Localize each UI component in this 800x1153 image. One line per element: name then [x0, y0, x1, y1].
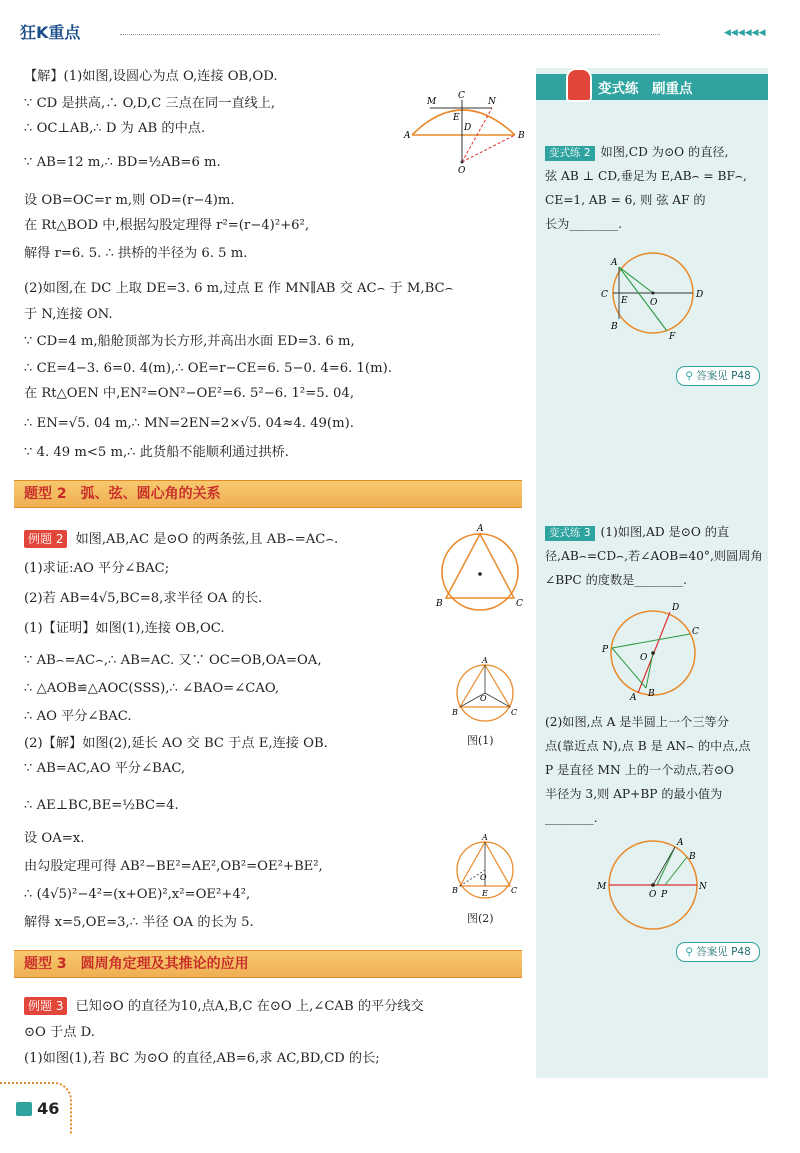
- variant-exercise-3: [545, 520, 765, 592]
- svg-text:O: O: [480, 873, 487, 882]
- solution1-line: 在 Rt△OEN 中,EN²=ON²−OE²=6. 5²−6. 1²=5. 04,: [24, 386, 355, 401]
- sidebar-title: 变式练 刷重点: [598, 81, 693, 97]
- example2-circle-figure: [432, 522, 527, 617]
- svg-text:A: A: [477, 524, 484, 534]
- variant3a-circle-figure: [598, 598, 708, 708]
- solution1-line: ∵ CD 是拱高,∴ O,D,C 三点在同一直线上,: [24, 96, 276, 111]
- variant-line: 点(靠近点 N),点 B 是 AN⌢ 的中点,点: [545, 739, 751, 753]
- header-dotted-line: [120, 34, 660, 35]
- example2-line: ∴ AO 平分∠BAC.: [24, 709, 132, 724]
- variant-line: ∠BPC 的度数是________.: [545, 573, 687, 587]
- svg-text:O: O: [480, 694, 487, 703]
- svg-text:E: E: [621, 296, 628, 306]
- example2-line: (2)【解】如图(2),延长 AO 交 BC 于点 E,连接 OB.: [24, 736, 328, 751]
- svg-text:B: B: [689, 852, 696, 862]
- svg-text:D: D: [464, 123, 472, 133]
- svg-text:P: P: [602, 645, 609, 655]
- example3-line: (1)如图(1),若 BC 为⊙O 的直径,AB=6,求 AC,BD,CD 的长;: [24, 1051, 380, 1066]
- svg-text:N: N: [488, 97, 496, 107]
- solution1-line: 于 N,连接 ON.: [24, 307, 113, 322]
- variant-tag: 变式练 2: [545, 146, 595, 161]
- svg-text:A: A: [611, 258, 618, 268]
- example2-line: 如图,AB,AC 是⊙O 的两条弦,且 AB⌢=AC⌢.: [75, 532, 339, 547]
- page-number-text: 46: [37, 1099, 60, 1118]
- location-pin-icon: ⚲: [685, 370, 693, 382]
- answer-reference-label: 答案见 P48: [696, 946, 751, 958]
- variant-line: 长为________.: [545, 217, 622, 231]
- svg-text:A: A: [482, 833, 488, 842]
- svg-text:B: B: [648, 689, 655, 699]
- solution1-line: ∵ 4. 49 m<5 m,∴ 此货船不能顺利通过拱桥.: [24, 445, 289, 460]
- example2-line: 设 OA=x.: [24, 831, 85, 846]
- sidebar-header: [536, 74, 768, 100]
- example2-figure-2: [450, 830, 520, 910]
- example2-line: (2)若 AB=4√5,BC=8,求半径 OA 的长.: [24, 591, 263, 606]
- svg-text:B: B: [452, 708, 458, 717]
- variant2-circle-figure: [595, 245, 715, 345]
- section-header-3: [14, 950, 522, 978]
- section-header-2: [14, 480, 522, 508]
- svg-text:O: O: [640, 653, 648, 663]
- svg-text:P: P: [661, 890, 668, 900]
- svg-text:M: M: [427, 97, 437, 107]
- page-number: [16, 1098, 59, 1118]
- svg-text:C: C: [601, 290, 608, 300]
- solution1-line: 设 OB=OC=r m,则 OD=(r−4)m.: [24, 193, 235, 208]
- variant-line: 半径为 3,则 AP+BP 的最小值为: [545, 787, 723, 801]
- answer-reference-badge: [676, 366, 760, 386]
- example2-line: (1)求证:AO 平分∠BAC;: [24, 561, 170, 576]
- example-tag: 例题 3: [24, 997, 67, 1015]
- variant-exercise-2: [545, 140, 765, 236]
- variant-tag: 变式练 3: [545, 526, 595, 541]
- student-mascot-icon: [566, 68, 592, 102]
- example2-figure-1: [450, 655, 520, 730]
- example2-line: ∴ (4√5)²−4²=(x+OE)²,x²=OE²+4²,: [24, 887, 251, 902]
- location-pin-icon: ⚲: [685, 946, 693, 958]
- svg-text:C: C: [458, 91, 465, 101]
- variant-line: (2)如图,点 A 是半圆上一个三等分: [545, 715, 729, 729]
- solution1-line: (2)如图,在 DC 上取 DE=3. 6 m,过点 E 作 MN∥AB 交 AC⌢ 于 M,BC⌢: [24, 281, 454, 296]
- example2-line: ∵ AB⌢=AC⌢,∴ AB=AC. 又∵ OC=OB,OA=OA,: [24, 653, 322, 668]
- svg-text:C: C: [511, 708, 518, 717]
- variant-line: 弦 AB ⊥ CD,垂足为 E,AB⌢ = BF⌢,: [545, 169, 747, 183]
- svg-text:N: N: [699, 882, 707, 892]
- section-title: 题型 2 弧、弦、圆心角的关系: [24, 486, 221, 502]
- svg-text:M: M: [597, 882, 607, 892]
- svg-text:B: B: [611, 322, 618, 332]
- variant-line: (1)如图,AD 是⊙O 的直: [600, 525, 730, 539]
- example2-line: 解得 x=5,OE=3,∴ 半径 OA 的长为 5.: [24, 915, 254, 930]
- arch-bridge-diagram: [400, 90, 535, 175]
- svg-text:A: A: [404, 131, 411, 141]
- example2-line: (1)【证明】如图(1),连接 OB,OC.: [24, 621, 225, 636]
- logo-text: 狂K重点: [20, 23, 81, 42]
- example2-line: ∴ △AOB≌△AOC(SSS),∴ ∠BAO=∠CAO,: [24, 681, 280, 696]
- svg-text:B: B: [436, 599, 443, 609]
- example2-line: 由勾股定理可得 AB²−BE²=AE²,OB²=OE²+BE²,: [24, 859, 323, 874]
- svg-text:C: C: [692, 627, 699, 637]
- page-number-icon: [16, 1102, 32, 1116]
- solution1-line: ∵ AB=12 m,∴ BD=½AB=6 m.: [24, 155, 221, 170]
- svg-text:B: B: [452, 886, 458, 895]
- variant3b-circle-figure: [595, 835, 715, 935]
- svg-text:O: O: [650, 298, 658, 308]
- variant-line: 如图,CD 为⊙O 的直径,: [600, 145, 729, 159]
- example2-line: ∵ AB=AC,AO 平分∠BAC,: [24, 761, 186, 776]
- variant-line: P 是直径 MN 上的一个动点,若⊙O: [545, 763, 734, 777]
- svg-text:D: D: [672, 603, 680, 613]
- example-tag: 例题 2: [24, 530, 67, 548]
- svg-text:D: D: [696, 290, 704, 300]
- variant-line: 径,AB⌢=CD⌢,若∠AOB=40°,则圆周角: [545, 549, 763, 563]
- svg-text:E: E: [453, 113, 460, 123]
- variant-line: CE=1, AB = 6, 则 弦 AF 的: [545, 193, 706, 207]
- figure-caption: 图(1): [467, 734, 494, 747]
- svg-text:C: C: [511, 886, 518, 895]
- solution1-line: ∴ CE=4−3. 6=0. 4(m),∴ OE=r−CE=6. 5−0. 4=6. 1(m).: [24, 361, 392, 376]
- header-logo: [20, 20, 80, 43]
- answer-reference-badge: [676, 942, 760, 962]
- solution1-line: 解得 r=6. 5. ∴ 拱桥的半径为 6. 5 m.: [24, 246, 248, 261]
- solution1-line: ∴ EN=√5. 04 m,∴ MN=2EN=2×√5. 04≈4. 49(m).: [24, 416, 354, 431]
- variant-exercise-3b: [545, 710, 765, 830]
- svg-text:O: O: [649, 890, 657, 900]
- variant-line: ________.: [545, 811, 598, 825]
- section-title: 题型 3 圆周角定理及其推论的应用: [24, 956, 249, 972]
- svg-text:A: A: [630, 693, 637, 703]
- header-arrows-icon: ◀◀◀◀◀◀: [724, 28, 766, 38]
- example3-line: ⊙O 于点 D.: [24, 1025, 95, 1040]
- solution1-line: 在 Rt△BOD 中,根据勾股定理得 r²=(r−4)²+6²,: [24, 218, 310, 233]
- svg-text:B: B: [518, 131, 525, 141]
- solution1-line: ∴ OC⊥AB,∴ D 为 AB 的中点.: [24, 121, 206, 136]
- svg-text:E: E: [482, 889, 488, 898]
- example3-line: 已知⊙O 的直径为10,点A,B,C 在⊙O 上,∠CAB 的平分线交: [75, 999, 424, 1014]
- figure-caption: 图(2): [467, 912, 494, 925]
- solution1-line: ∵ CD=4 m,船舱顶部为长方形,并高出水面 ED=3. 6 m,: [24, 334, 355, 349]
- answer-reference-label: 答案见 P48: [696, 370, 751, 382]
- svg-text:C: C: [516, 599, 523, 609]
- example2-line: ∴ AE⊥BC,BE=½BC=4.: [24, 798, 179, 813]
- svg-text:A: A: [677, 838, 684, 848]
- svg-text:F: F: [669, 332, 676, 342]
- solution1-line: 【解】(1)如图,设圆心为点 O,连接 OB,OD.: [24, 69, 278, 84]
- svg-text:O: O: [458, 166, 466, 175]
- svg-text:A: A: [482, 656, 488, 665]
